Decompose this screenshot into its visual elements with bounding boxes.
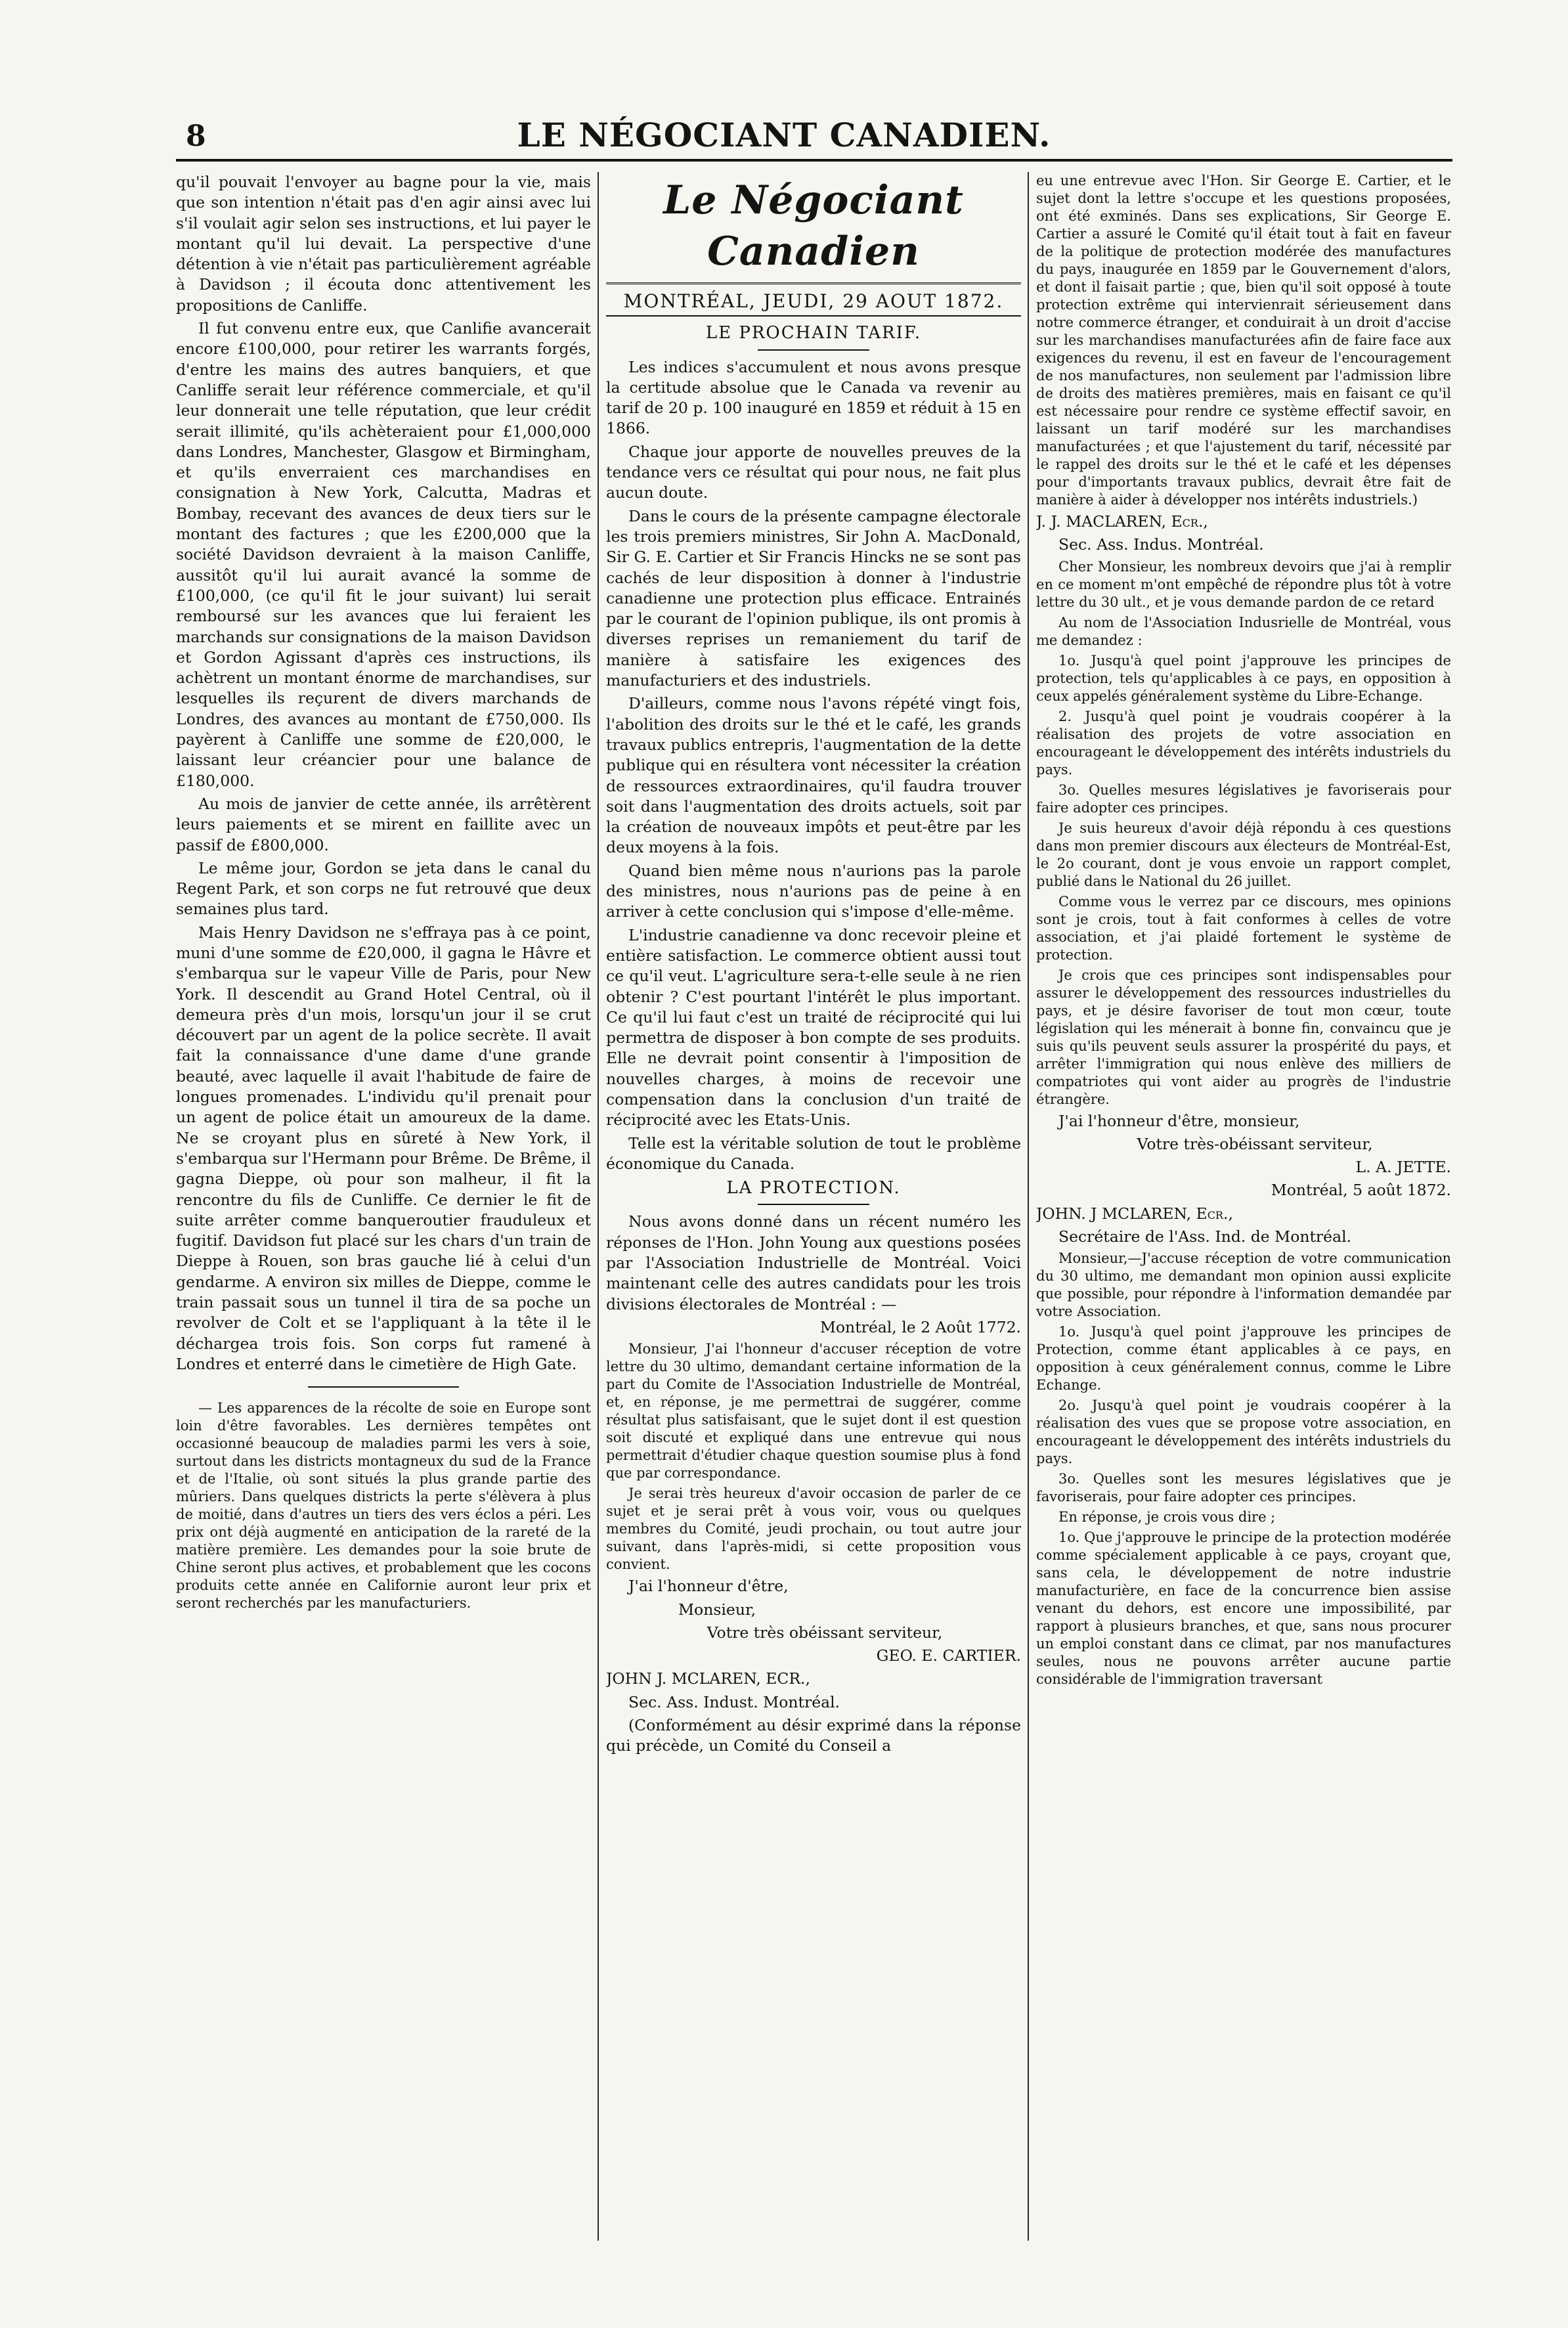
article-paragraph: Chaque jour apporte de nouvelles preuves de la tendance vers ce résultat qui pour nous, ne fait plus aucun doute. — [606, 442, 1021, 502]
article-paragraph: L'industrie canadienne va donc recevoir pleine et entière satisfaction. Le commerce obtient aussi tout ce qu'il veut. L'agriculture sera-t-elle seule à ne rien obtenir ? C'est pourtant l'intérêt le plus important. Ce qu'il lui faut c'est un traité de réciprocité qui lui permettra de disposer à bon compte de ses produits. Elle ne devrait point consentir à l'imposition de nouvelles charges, à moins de recevoir une compensation dans la conclusion d'un traité de réciprocité avec les Etats-Unis. — [606, 925, 1021, 1130]
column-2 — [606, 172, 1021, 2241]
letter-body: Je suis heureux d'avoir déjà répondu à ces questions dans mon premier discours aux électeurs de Montréal-Est, le 2o courant, dont je vous envoie un rapport complet, publié dans le National du 26 juillet. — [1036, 820, 1451, 889]
letter-body: Cher Monsieur, les nombreux devoirs que j'ai à remplir en ce moment m'ont empêché de répondre plus tôt à votre lettre du 30 ult., et je vous demande pardon de ce retard — [1036, 558, 1451, 610]
letter-body: 2o. Jusqu'à quel point je voudrais coopérer à la réalisation des vues que se propose votre association, en encourageant le développement des intérêts industriels du pays. — [1036, 1397, 1451, 1467]
letter-body: Au nom de l'Association Indusrielle de Montréal, vous me demandez : — [1036, 614, 1451, 648]
article-paragraph: (Conformément au désir exprimé dans la réponse qui précède, un Comité du Conseil a — [606, 1716, 1021, 1755]
letter-body: Monsieur, J'ai l'honneur d'accuser réception de votre lettre du 30 ultimo, demandant certaine information de la part du Comite de l'Association Industrielle de Montréal, et, en réponse, je me permettrai de suggérer, comme résultat plus satisfaisant, que le sujet dont il est question soit discuté et expliqué dans une entrevue qui nous permettrait d'étudier chaque question soumise plus à fond que par correspondance. — [606, 1341, 1021, 1482]
letter-body: 3o. Quelles mesures législatives je favoriserais pour faire adopter ces principes. — [1036, 781, 1451, 816]
letter-body: Comme vous le verrez par ce discours, mes opinions sont je crois, tout à fait conformes à celles de votre association, et j'ai plaidé fortement le système de protection. — [1036, 893, 1451, 963]
letter-addressee: Sec. Ass. Indust. Montréal. — [628, 1692, 840, 1711]
letter-addressee: J. J. MACLAREN, Ecr., — [1036, 512, 1208, 531]
article-paragraph: Il fut convenu entre eux, que Canlifie avancerait encore £100,000, pour retirer les warrants forgés, d'entre les mains des autres banquiers, et que Canliffe serait leur référence commerciale, et qu'il leur donnerait une telle réputation, que leur crédit serait illimité, qu'ils achèteraient pour £1,000,000 dans Londres, Manchester, Glasgow et Birmingham, et qu'ils enverraient ces marchandises en consignation à New York, Calcutta, Madras et Bombay, recevant des avances de deux tiers sur le montant des factures ; que les £200,000 que la société Davidson devraient à la maison Canliffe, aussitôt qu'il lui aurait avancé la somme de £100,000, (ce qu'il fit le jour suivant) lui serait remboursé sur les avances que lui feraient les marchands sur consignations de la maison Davidson et Gordon Agissant d'après ces instructions, ils achètrent un montant énorme de marchandises, sur lesquelles ils reçurent de divers marchands de Londres, des avances au montant de £750,000. Ils payèrent à Canliffe une somme de £20,000, le laissant leur créancier pour une balance de £180,000. — [176, 319, 591, 790]
article-paragraph: Nous avons donné dans un récent numéro les réponses de l'Hon. John Young aux questions posées par l'Association Industrielle de Montréal. Voici maintenant celle des autres candidats pour les trois divisions électorales de Montréal : — — [606, 1212, 1021, 1313]
letter-date: Montréal, 5 août 1872. — [1271, 1181, 1451, 1200]
article-paragraph: Les indices s'accumulent et nous avons presque la certitude absolue que le Canada va revenir au tarif de 20 p. 100 inauguré en 1859 et réduit à 15 en 1866. — [606, 357, 1021, 438]
letter-body: Je crois que ces principes sont indispensables pour assurer le développement des ressources industrielles du pays, et je désire favoriser de tout mon cœur, toute législation qui les ménerait à bonne fin, convaincu que je suis qu'ils peuvent seuls assurer la prospérité du pays, et arrêter l'immigration qui nous enlève des milliers de compatriotes qui vont aider au progrès de l'industrie étrangère. — [1036, 967, 1451, 1107]
article-paragraph: qu'il pouvait l'envoyer au bagne pour la vie, mais que son intention n'était pas d'en agir ainsi avec lui s'il voulait agir selon ses instructions, et lui payer le montant qu'il lui devait. La perspective d'une détention à vie n'était pas particulièrement agréable à Davidson ; il écouta donc attentivement les propositions de Canliffe. — [176, 173, 591, 315]
article-paragraph: Mais Henry Davidson ne s'effraya pas à ce point, muni d'une somme de £20,000, il gagna le Hâvre et s'embarqua sur le vapeur Ville de Paris, pour New York. Il descendit au Grand Hotel Central, où il demeura près d'un mois, lorsqu'un jour il se crut découvert par un agent de la police secrète. Il avait fait la connaissance d'une dame d'une grande beauté, avec laquelle il avait l'habitude de faire de longues promenades. L'individu qu'il prenait pour un agent de police était un amoureux de la dame. Ne se croyant plus en sûreté à New York, il s'embarqua sur l'Hermann pour Brême. De Brême, il gagna Dieppe, où pour son malheur, il fit la rencontre du fils de Cunliffe. Ce dernier le fit de suite arrêter comme banqueroutier frauduleux et fugitif. Davidson fut placé sur les chars d'un train de Dieppe à Rouen, son bras gauche lié à celui d'un gendarme. A environ six milles de Dieppe, comme le train passait sous un tunnel il tira de sa poche un revolver de Colt et se l'appliquant à la tête il le déchargea trois fois. Son corps fut ramené à Londres et enterré dans le cimetière de High Gate. — [176, 923, 591, 1373]
column-3 — [1036, 172, 1451, 2241]
letter-body: 1o. Jusqu'à quel point j'approuve les principes de protection, tels qu'applicables à ce pays, en opposition à ceux appelés généralement système du Libre-Echange. — [1036, 652, 1451, 704]
letter-signature: GEO. E. CARTIER. — [876, 1646, 1021, 1665]
letter-body: 2. Jusqu'à quel point je voudrais coopérer à la réalisation des projets de votre association en encourageant le développement des intérêts industriels du pays. — [1036, 708, 1451, 778]
article-paragraph: eu une entrevue avec l'Hon. Sir George E. Cartier, et le sujet dont la lettre s'occupe et les questions proposées, ont été exminés. Dans ses explications, Sir George E. Cartier a assuré le Comité qu'il était tout à fait en faveur de la politique de protection modérée des manufactures du pays, inaugurée en 1859 par le Gouvernement d'alors, et dont il faisait partie ; que, bien qu'il soit opposé à toute protection extrême qui intervienrait sérieusement dans notre commerce étranger, et conduirait à un droit d'accise sur les marchandises manufacturées afin de faire face aux exigences du revenu, il est en faveur de l'encouragement de nos manufactures, non seulement par l'admission libre de droits des matières premières, mais en faisant ce qu'il est nécessaire pour rendre ce système effectif savoir, en laissant un tarif modéré sur les marchandises manufacturées ; et que l'ajustement du tarif, nécessité par le rappel des droits sur le thé et le café et les dépenses pour d'importants travaux publics, devrait être fait de manière à aider à développer nos intérêts industriels.) — [1036, 173, 1451, 508]
dateline: MONTRÉAL, JEUDI, 29 AOUT 1872. — [606, 291, 1021, 317]
section-title-protection: LA PROTECTION. — [606, 1178, 1021, 1205]
column-1 — [176, 172, 591, 2241]
letter-addressee: JOHN J. MCLAREN, ECR., — [606, 1669, 810, 1688]
article-paragraph: Dans le cours de la présente campagne électorale les trois premiers ministres, Sir John A. MacDonald, Sir G. E. Cartier et Sir Francis Hincks ne se sont pas cachés de leur disposition à donner à l'industrie canadienne une protection plus efficace. Entrainés par le courant de l'opinion publique, ils ont promis à diverses reprises un remaniement du tarif de manière à satisfaire les exigences des manufacturiers et des industriels. — [606, 506, 1021, 690]
letter-body: Je serai très heureux d'avoir occasion de parler de ce sujet et je serai prêt à vous voir, vous ou quelques membres du Comité, jeudi prochain, ou tout autre jour suivant, dans l'après-midi, si cette proposition vous convient. — [606, 1485, 1021, 1573]
letter-body: 1o. Jusqu'à quel point j'approuve les principes de Protection, comme étant applicables à ce pays, en opposition à ceux généralement connus, comme le Libre Echange. — [1036, 1324, 1451, 1394]
article-paragraph: Le même jour, Gordon se jeta dans le canal du Regent Park, et son corps ne fut retrouvé que deux semaines plus tard. — [176, 858, 591, 919]
letter-closing: Monsieur, — [678, 1600, 756, 1619]
silk-harvest-note: — Les apparences de la récolte de soie en Europe sont loin d'être favorables. Les dernières tempêtes ont occasionné beaucoup de maladies parmi les vers à soie, surtout dans les districts montagneux du sud de la France et de l'Italie, où sont situés la plus grande partie des mûriers. Dans quelques districts la perte s'élèvera à plus de moitié, dans d'autres un tiers des vers éclos a péri. Les prix ont déjà augmenté en anticipation de la rareté de la matière première. Les demandes pour la soie brute de Chine seront plus actives, et probablement que les cocons produits cette année en Californie auront leur prix et seront recherchés par les manufacturiers. — [176, 1400, 591, 1612]
letter-body: 3o. Quelles sont les mesures législatives que je favoriserais, pour faire adopter ces principes. — [1036, 1471, 1451, 1505]
letter-closing: J'ai l'honneur d'être, — [628, 1577, 789, 1596]
letter-addressee: Secrétaire de l'Ass. Ind. de Montréal. — [1058, 1227, 1352, 1246]
header-rule — [176, 159, 1452, 162]
article-paragraph: D'ailleurs, comme nous l'avons répété vingt fois, l'abolition des droits sur le thé et le café, les grands travaux publics entrepris, l'augmentation de la dette publique qui en résultera vont nécessiter la création de ressources extraordinaires, qu'il faudra trouver soit dans l'augmentation des droits actuels, soit par la création de nouveaux impôts et peut-être par les deux moyens à la fois. — [606, 694, 1021, 857]
section-divider — [308, 1386, 459, 1388]
masthead-title: Le Négociant Canadien — [606, 172, 1021, 284]
section-title-tarif: LE PROCHAIN TARIF. — [606, 323, 1021, 350]
letter-closing: J'ai l'honneur d'être, monsieur, — [1058, 1111, 1300, 1130]
letter-closing: Votre très-obéissant serviteur, — [1137, 1134, 1373, 1153]
letter-signature: L. A. JETTE. — [1355, 1158, 1451, 1177]
page-number: 8 — [186, 120, 206, 153]
article-paragraph: Au mois de janvier de cette année, ils arrêtèrent leurs paiements et se mirent en faillite avec un passif de £800,000. — [176, 794, 591, 854]
letter-addressee: Sec. Ass. Indus. Montréal. — [1058, 535, 1264, 554]
letter-body: 1o. Que j'approuve le principe de la protection modérée comme spécialement applicable à ce pays, croyant que, sans cela, le développement de notre industrie manufacturière, en face de la concurrence bien assise venant du dehors, est encore une impossibilité, par rapport à plusieurs branches, et que, sans nous procurer un emploi constant dans ce climat, par nos manufactures seules, nous ne pouvons arrêter aucune partie considérable de l'immigration traversant — [1036, 1529, 1451, 1688]
article-paragraph: Quand bien même nous n'aurions pas la parole des ministres, nous n'aurions pas de peine à en arriver à cette conclusion qui s'impose d'elle-même. — [606, 861, 1021, 921]
letter-addressee: JOHN. J MCLAREN, Ecr., — [1036, 1204, 1233, 1223]
running-title: LE NÉGOCIANT CANADIEN. — [517, 116, 1051, 154]
column-rule-2 — [1028, 172, 1029, 2241]
column-rule-1 — [598, 172, 599, 2241]
letter-body: Monsieur,—J'accuse réception de votre communication du 30 ultimo, me demandant mon opinion aussi explicite que possible, pour répondre à l'information demandée par votre Association. — [1036, 1250, 1451, 1320]
letter-body: En réponse, je crois vous dire ; — [1058, 1509, 1276, 1526]
letter-closing: Votre très obéissant serviteur, — [707, 1623, 943, 1642]
article-paragraph: Telle est la véritable solution de tout le problème économique du Canada. — [606, 1133, 1021, 1173]
letter-date: Montréal, le 2 Août 1772. — [819, 1317, 1021, 1336]
